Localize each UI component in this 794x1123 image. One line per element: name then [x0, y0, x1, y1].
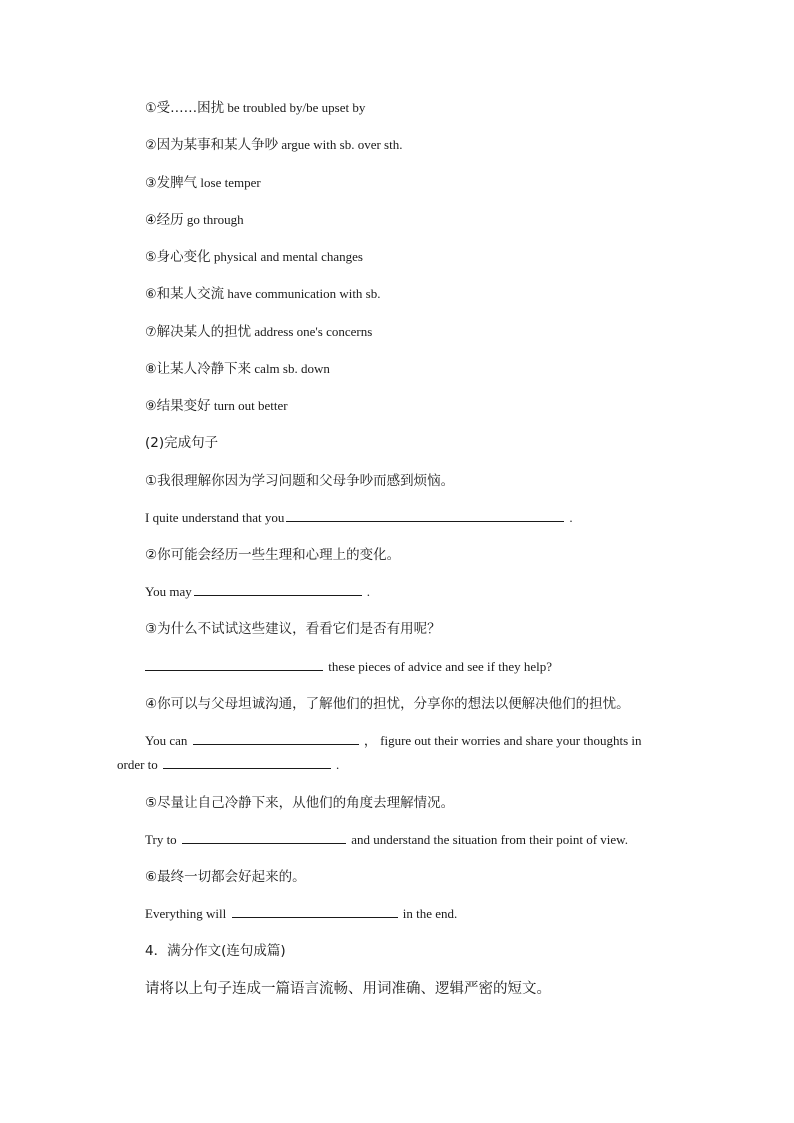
sentence-answer-line: You may . — [145, 584, 370, 599]
sentence-answer-line-continued: order to . — [117, 757, 340, 772]
sentence-prompt-cn: ⑤尽量让自己冷静下来，从他们的角度去理解情况。 — [145, 795, 455, 811]
sentence-answer-line: You can ， figure out their worries and share your thoughts in — [145, 733, 642, 748]
sentence-prompt-cn: ④你可以与父母坦诚沟通，了解他们的担忧，分享你的想法以便解决他们的担忧。 — [145, 696, 630, 712]
phrase-item: ①受……困扰 be troubled by/be upset by — [145, 100, 366, 116]
phrase-item: ④经历 go through — [145, 212, 244, 228]
sentence-prompt-cn: ①我很理解你因为学习问题和父母争吵而感到烦恼。 — [145, 473, 455, 489]
phrase-item: ②因为某事和某人争吵 argue with sb. over sth. — [145, 137, 403, 153]
phrase-item: ⑦解决某人的担忧 address one's concerns — [145, 324, 373, 340]
answer-blank[interactable] — [286, 510, 564, 522]
section-title: (2)完成句子 — [145, 435, 219, 451]
answer-blank[interactable] — [182, 832, 346, 844]
answer-blank[interactable] — [194, 584, 362, 596]
sentence-answer-line: Everything will in the end. — [145, 906, 458, 921]
answer-blank[interactable] — [145, 659, 323, 671]
sentence-answer-line: Try to and understand the situation from their point of view. — [145, 832, 628, 847]
sentence-prompt-cn: ⑥最终一切都会好起来的。 — [145, 869, 306, 885]
answer-blank[interactable] — [232, 906, 398, 918]
answer-blank[interactable] — [193, 733, 359, 745]
phrase-item: ③发脾气 lose temper — [145, 175, 261, 191]
phrase-item: ⑨结果变好 turn out better — [145, 398, 288, 414]
section-instruction: 请将以上句子连成一篇语言流畅、用词准确、逻辑严密的短文。 — [145, 981, 551, 997]
phrase-item: ⑤身心变化 physical and mental changes — [145, 249, 363, 265]
sentence-prompt-cn: ③为什么不试试这些建议，看看它们是否有用呢？ — [145, 621, 441, 637]
section-title: 4．满分作文(连句成篇) — [145, 943, 286, 959]
sentence-answer-line: I quite understand that you . — [145, 510, 573, 525]
phrase-item: ⑥和某人交流 have communication with sb. — [145, 286, 381, 302]
sentence-prompt-cn: ②你可能会经历一些生理和心理上的变化。 — [145, 547, 401, 563]
answer-blank[interactable] — [163, 757, 331, 769]
phrase-item: ⑧让某人冷静下来 calm sb. down — [145, 361, 330, 377]
sentence-answer-line: these pieces of advice and see if they help? — [145, 659, 552, 675]
